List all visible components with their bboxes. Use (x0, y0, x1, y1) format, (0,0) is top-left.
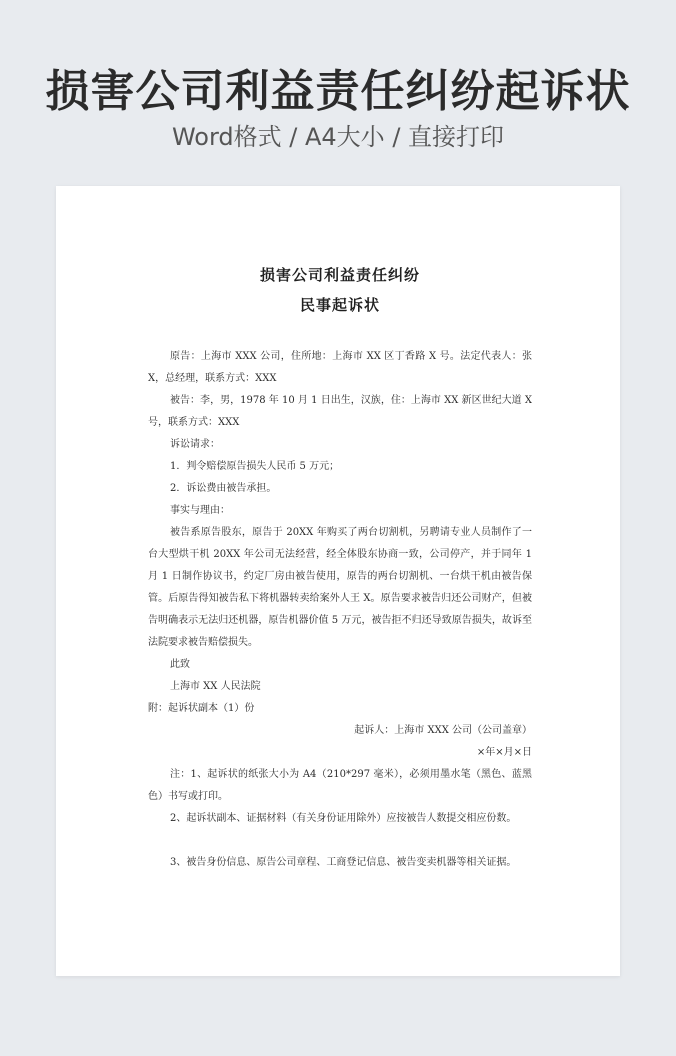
plaintiff-info: 原告：上海市 XXX 公司，住所地：上海市 XX 区丁香路 X 号。法定代表人：张 X，总经理，联系方式：XXX (148, 351, 532, 384)
note-item-3: 3、被告身份信息、原告公司章程、工商登记信息、被告变卖机器等相关证据。 (170, 857, 517, 868)
claims-heading: 诉讼请求： (170, 439, 220, 450)
attachment-note: 附：起诉状副本（1）份 (148, 703, 255, 714)
defendant-info: 被告：李，男，1978 年 10 月 1 日出生，汉族，住：上海市 XX 新区世纪大道 X 号，联系方式：XXX (148, 395, 532, 428)
date-line: ×年×月×日 (476, 747, 532, 758)
banner-title: 损害公司利益责任纠纷起诉状 (45, 66, 631, 117)
claim-item-1: 1．判令赔偿原告损失人民币 5 万元； (170, 461, 340, 472)
signer-line: 起诉人：上海市 XXX 公司（公司盖章） (354, 725, 532, 736)
facts-body: 被告系原告股东，原告于 20XX 年购买了两台切割机，另聘请专业人员制作了一台大型烘干机 20XX 年公司无法经营，经全体股东协商一致，公司停产，并于同年 1 月 1 日制作协议书，约定厂房由被告使用，原告的两台切割机、一台烘干机由被告保管。后原告得知被告私下将机器转卖给案外人王 X。原告要求被告归还公司财产，但被告明确表示无法归还机器，原告机器价值 5 万元，被告拒不归还导致原告损失，故诉至法院要求被告赔偿损失。 (148, 527, 532, 648)
closing-salutation: 此致 (170, 659, 190, 670)
note-item-2: 2、起诉状副本、证据材料（有关身份证用除外）应按被告人数提交相应份数。 (170, 813, 517, 824)
facts-heading: 事实与理由： (170, 505, 230, 516)
document-page (56, 186, 620, 976)
note-item-1: 注：1、起诉状的纸张大小为 A4（210*297 毫米），必须用墨水笔（黑色、蓝黑色）书写或打印。 (148, 769, 532, 802)
court-name: 上海市 XX 人民法院 (170, 681, 261, 692)
document-title-line2: 民事起诉状 (299, 296, 380, 314)
document-title-line1: 损害公司利益责任纠纷 (259, 266, 420, 284)
claim-item-2: 2．诉讼费由被告承担。 (170, 483, 277, 494)
banner-subtitle: Word格式 / A4大小 / 直接打印 (171, 123, 505, 151)
